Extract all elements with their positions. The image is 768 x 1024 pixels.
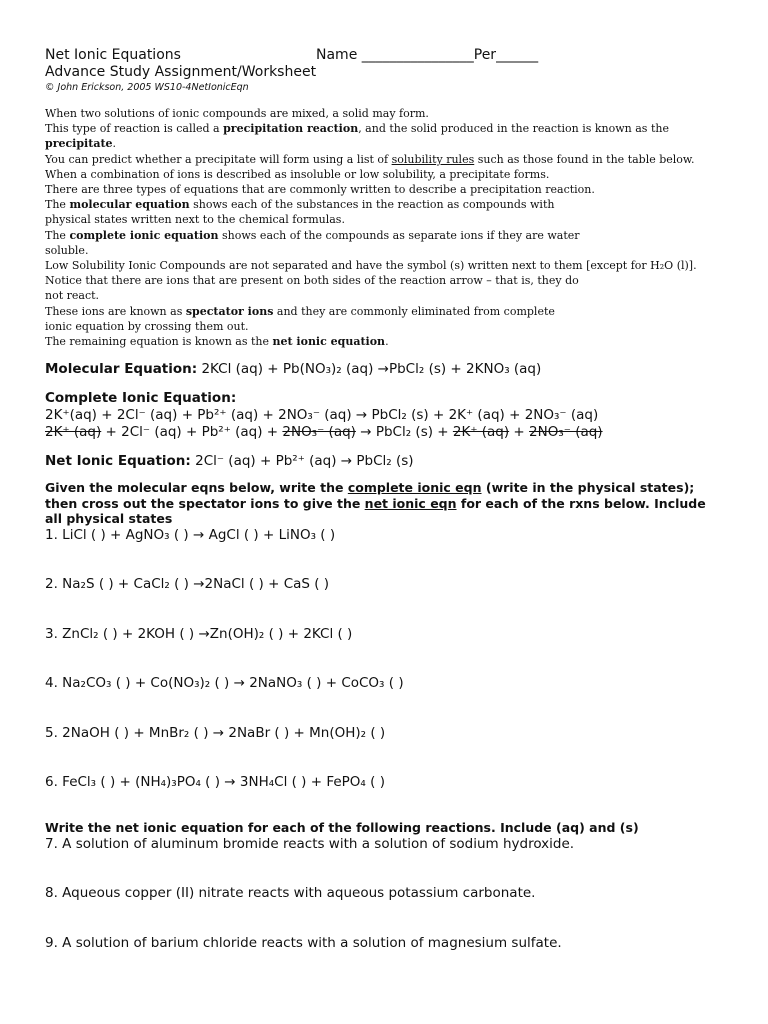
question-list bbox=[45, 527, 725, 815]
complete-ionic-label: Complete Ionic Equation: bbox=[45, 390, 237, 407]
spectator-k-right: 2K⁺ (aq) bbox=[452, 424, 510, 441]
question-9: 9. A solution of barium chloride reacts with a solution of magnesium sulfate. bbox=[45, 934, 562, 951]
net-ionic-equation-text: 2Cl⁻ (aq) + Pb²⁺ (aq) → PbCl₂ (s) bbox=[195, 453, 414, 470]
intro-p7: Low Solubility Ionic Compounds are not separated and have the symbol (s) written next to them [except for H₂O (l)]. bbox=[45, 259, 697, 273]
question-1: 1. LiCl ( ) + AgNO₃ ( ) → AgCl ( ) + LiNO₃ ( ) bbox=[45, 526, 336, 543]
spectator-no3-left: 2NO₃⁻ (aq) bbox=[282, 424, 356, 441]
intro-p4: There are three types of equations that are commonly written to describe a precipitation reaction. bbox=[45, 183, 595, 197]
question-6: 6. FeCl₃ ( ) + (NH₄)₃PO₄ ( ) → 3NH₄Cl ( ) + FePO₄ ( ) bbox=[45, 774, 385, 791]
intro-p6: The complete ionic equation shows each of the compounds as separate ions if they are water bbox=[45, 228, 580, 242]
word-question-list bbox=[45, 836, 725, 985]
intro-p1: When two solutions of ionic compounds are mixed, a solid may form. bbox=[45, 107, 429, 120]
intro-p9-cont: ionic equation by crossing them out. bbox=[45, 319, 249, 333]
question-4: 4. Na₂CO₃ ( ) + Co(NO₃)₂ ( ) → 2NaNO₃ ( ) + CoCO₃ ( ) bbox=[45, 675, 404, 692]
intro-p8-cont: not react. bbox=[45, 289, 100, 303]
instructions-part1: Given the molecular eqns below, write the complete ionic eqn (write in the physical states); then cross out the spectator ions to give the net ionic eqn for each of the rxns below. Include all physical states bbox=[45, 480, 706, 527]
intro-text bbox=[45, 106, 725, 349]
header-row bbox=[45, 47, 725, 64]
intro-p6-cont: soluble. bbox=[45, 243, 89, 257]
intro-p5-cont: physical states written next to the chemical formulas. bbox=[45, 213, 345, 227]
question-3: 3. ZnCl₂ ( ) + 2KOH ( ) →Zn(OH)₂ ( ) + 2KCl ( ) bbox=[45, 625, 353, 642]
worksheet-subtitle: Advance Study Assignment/Worksheet bbox=[45, 64, 317, 80]
complete-ionic-section bbox=[45, 390, 725, 441]
intro-p3: You can predict whether a precipitate will form using a list of solubility rules such as those found in the table below. When a combination of ions is described as insoluble or low solubility, a precipitate forms. bbox=[45, 152, 695, 181]
net-ionic-label: Net Ionic Equation: bbox=[45, 453, 191, 470]
intro-p9: These ions are known as spectator ions and they are commonly eliminated from complete bbox=[45, 304, 555, 318]
complete-ionic-line1: 2K⁺(aq) + 2Cl⁻ (aq) + Pb²⁺ (aq) + 2NO₃⁻ (aq) → PbCl₂ (s) + 2K⁺ (aq) + 2NO₃⁻ (aq) bbox=[45, 407, 599, 424]
spectator-no3-right: 2NO₃⁻ (aq) bbox=[529, 424, 603, 441]
intro-p8: Notice that there are ions that are present on both sides of the reaction arrow – that is, they do bbox=[45, 274, 579, 288]
question-5: 5. 2NaOH ( ) + MnBr₂ ( ) → 2NaBr ( ) + Mn(OH)₂ ( ) bbox=[45, 724, 386, 741]
intro-p10: The remaining equation is known as the net ionic equation. bbox=[45, 335, 389, 349]
worksheet-title: Net Ionic Equations bbox=[45, 47, 181, 63]
molecular-label: Molecular Equation: bbox=[45, 361, 198, 378]
question-2: 2. Na₂S ( ) + CaCl₂ ( ) →2NaCl ( ) + CaS ( ) bbox=[45, 576, 330, 593]
intro-p2: This type of reaction is called a precipitation reaction, and the solid produced in the reaction is known as the precipitate. bbox=[45, 122, 669, 151]
net-ionic-equation bbox=[45, 453, 725, 470]
instructions-part2: Write the net ionic equation for each of the following reactions. Include (aq) and (s) bbox=[45, 820, 639, 836]
worksheet-page bbox=[45, 47, 725, 984]
spectator-k-left: 2K⁺ (aq) bbox=[45, 424, 102, 441]
complete-ionic-line2: 2K⁺ (aq) + 2Cl⁻ (aq) + Pb²⁺ (aq) + 2NO₃⁻ (aq) → PbCl₂ (s) + 2K⁺ (aq) + 2NO₃⁻ (aq) bbox=[45, 424, 603, 441]
intro-p5: The molecular equation shows each of the substances in the reaction as compounds with bbox=[45, 198, 555, 212]
molecular-equation-text: 2KCl (aq) + Pb(NO₃)₂ (aq) →PbCl₂ (s) + 2KNO₃ (aq) bbox=[201, 361, 542, 378]
name-period-line: Name ________________Per______ bbox=[316, 47, 539, 63]
copyright-line: © John Erickson, 2005 WS10-4NetIonicEqn bbox=[45, 82, 249, 93]
question-8: 8. Aqueous copper (II) nitrate reacts with aqueous potassium carbonate. bbox=[45, 885, 536, 902]
question-7: 7. A solution of aluminum bromide reacts with a solution of sodium hydroxide. bbox=[45, 835, 575, 852]
molecular-equation bbox=[45, 361, 725, 378]
